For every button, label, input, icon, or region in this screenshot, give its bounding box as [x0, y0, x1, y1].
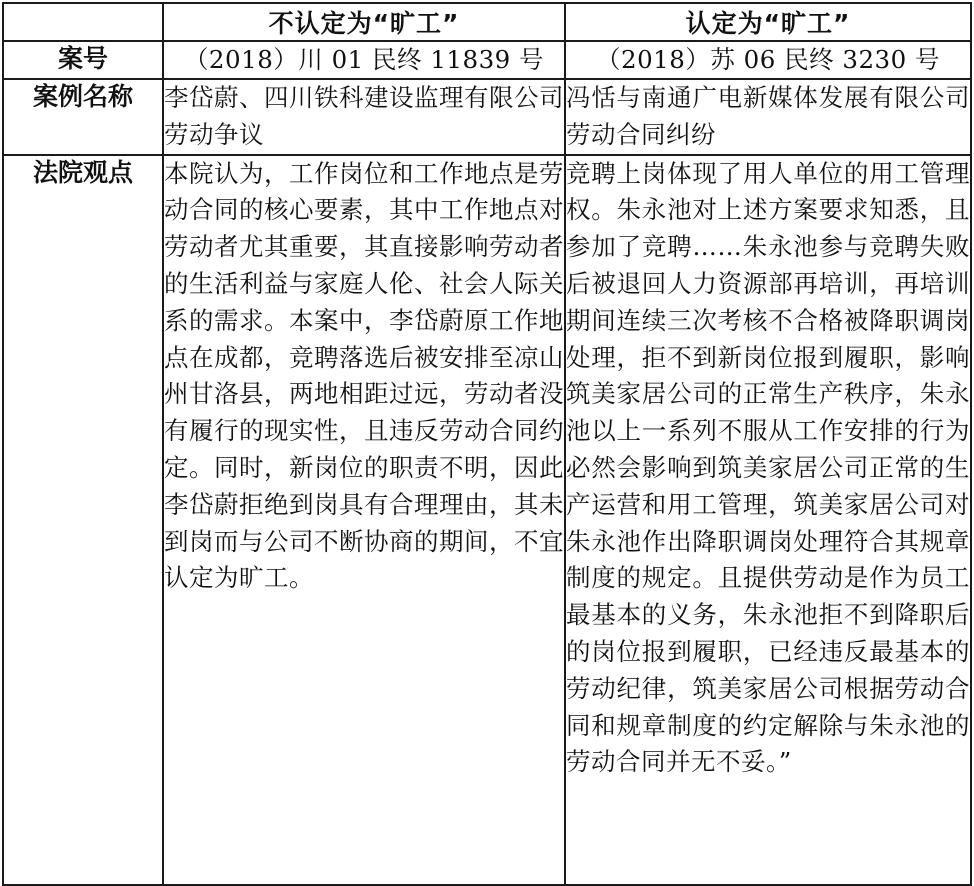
case-number-label: 案号 [3, 41, 163, 79]
corner-cell [3, 3, 163, 41]
court-view-col1: 本院认为，工作岗位和工作地点是劳动合同的核心要素，其中工作地点对劳动者尤其重要，其直接影响劳动者的生活利益与家庭人伦、社会人际关系的需求。本案中，李岱蔚原工作地点在成都，竞聘落选后被安排至凉山州甘洛县，两地相距过远，劳动者没有履行的现实性，且违反劳动合同约定。同时，新岗位的职责不明，因此李岱蔚拒绝到岗具有合理理由，其未到岗而与公司不断协商的期间，不宜认定为旷工。 [163, 155, 565, 885]
header-row [3, 3, 971, 41]
court-view-col2: 竞聘上岗体现了用人单位的用工管理权。朱永池对上述方案要求知悉，且参加了竞聘……朱永池参与竞聘失败后被退回人力资源部再培训，再培训期间连续三次考核不合格被降职调岗处理，拒不到新岗位报到履职，影响筑美家居公司的正常生产秩序，朱永池以上一系列不服从工作安排的行为必然会影响到筑美家居公司正常的生产运营和用工管理，筑美家居公司对朱永池作出降职调岗处理符合其规章制度的规定。且提供劳动是作为员工最基本的义务，朱永池拒不到降职后的岗位报到履职，已经违反最基本的劳动纪律，筑美家居公司根据劳动合同和规章制度的约定解除与朱永池的劳动合同并无不妥。” [565, 155, 971, 885]
case-name-col2: 冯恬与南通广电新媒体发展有限公司劳动合同纠纷 [565, 79, 971, 155]
case-number-col2 [565, 41, 971, 79]
case-name-row [3, 79, 971, 155]
case-number-col1 [163, 41, 565, 79]
header-not-absenteeism: 不认定为“旷工” [163, 3, 565, 41]
case-number-col2-text: （2018）苏 06 民终 3230 号 [595, 45, 941, 74]
header-absenteeism: 认定为“旷工” [565, 3, 971, 41]
case-name-col1: 李岱蔚、四川铁科建设监理有限公司劳动争议 [163, 79, 565, 155]
court-view-row [3, 155, 971, 885]
case-number-col1-text: （2018）川 01 民终 11839 号 [183, 45, 545, 74]
court-view-label: 法院观点 [3, 155, 163, 885]
case-number-row [3, 41, 971, 79]
comparison-table [2, 2, 972, 886]
case-name-label: 案例名称 [3, 79, 163, 155]
